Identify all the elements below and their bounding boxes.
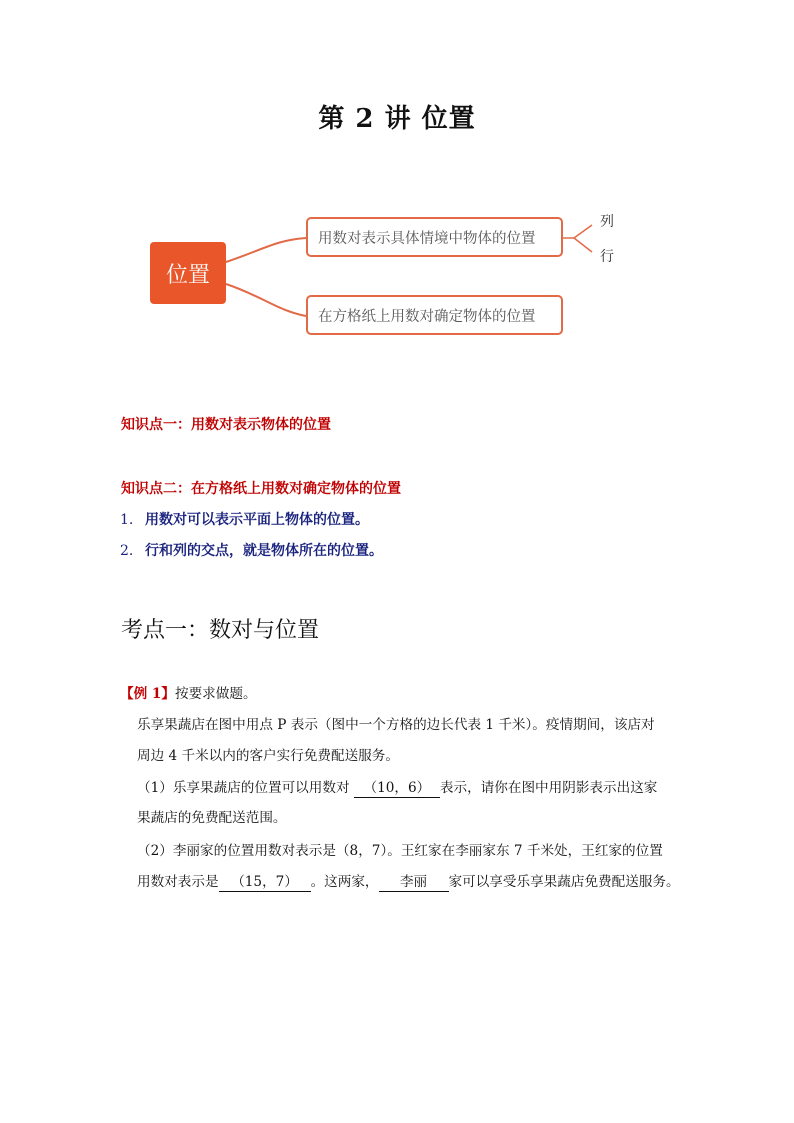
knowledge-item [120, 509, 369, 529]
question-2-suffix: 家可以享受乐享果蔬店免费配送服务。 [448, 874, 680, 890]
question-1-suffix: 表示，请你在图中用阴影表示出这家 [439, 780, 658, 796]
example-intro-line-1: 乐享果蔬店在图中用点 P 表示（图中一个方格的边长代表 1 千米）。疫情期间，该店对 [137, 717, 655, 733]
knowledge-item [120, 540, 383, 560]
question-1-prefix: （1）乐享果蔬店的位置可以用数对 [137, 780, 350, 796]
question-2-line-1: （2）李丽家的位置用数对表示是（8，7）。王红家在李丽家东 7 千米处，王红家的位置 [137, 843, 663, 859]
mind-map-leaf-row: 行 [600, 249, 614, 265]
answer-blank-2: （15，7） [219, 873, 311, 892]
question-1-line-2: 果蔬店的免费配送范围。 [137, 810, 287, 826]
knowledge-point-2: 知识点二：在方格纸上用数对确定物体的位置 [121, 481, 401, 497]
answer-blank-3: 李丽 [379, 873, 449, 892]
example-label: 【例 1】 [120, 686, 175, 702]
question-2-line-2 [137, 872, 680, 892]
question-2-middle: 。这两家， [310, 874, 379, 890]
item-text: 用数对可以表示平面上物体的位置。 [145, 512, 369, 528]
example-header [120, 684, 257, 704]
mind-map-leaf-column: 列 [600, 214, 614, 230]
example-instruction: 按要求做题。 [174, 686, 257, 702]
mind-map-branch-1: 用数对表示具体情境中物体的位置 [306, 217, 563, 257]
item-text: 行和列的交点，就是物体所在的位置。 [145, 543, 383, 559]
answer-blank-1: （10，6） [354, 779, 440, 798]
page-title: 第 2 讲 位置 [318, 104, 476, 134]
section-title: 考点一：数对与位置 [121, 618, 320, 643]
question-1-line-1 [137, 778, 657, 798]
knowledge-point-1: 知识点一：用数对表示物体的位置 [121, 417, 331, 433]
item-number: 2. [120, 543, 134, 559]
mind-map-root: 位置 [150, 242, 226, 304]
item-number: 1. [120, 512, 134, 528]
example-intro-line-2: 周边 4 千米以内的客户实行免费配送服务。 [137, 748, 399, 764]
mind-map-branch-2: 在方格纸上用数对确定物体的位置 [306, 295, 563, 335]
mind-map-connectors [0, 0, 794, 400]
question-2-prefix: 用数对表示是 [137, 874, 219, 890]
